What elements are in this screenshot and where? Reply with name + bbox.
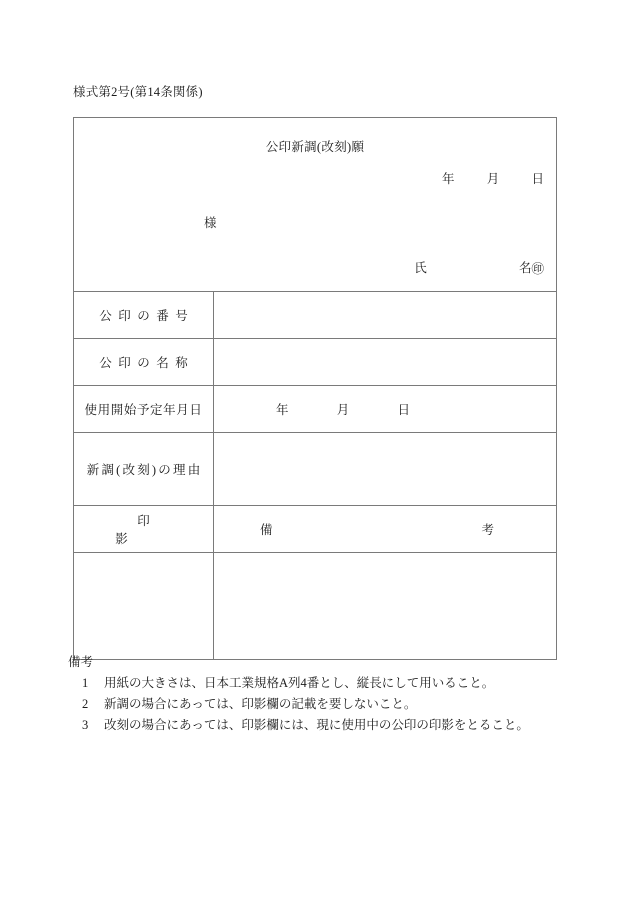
official-seal-request-form bbox=[73, 117, 557, 660]
table-row-reason bbox=[74, 433, 557, 506]
column-header-text: 印影 bbox=[115, 514, 194, 546]
addressee-honorific: 様 bbox=[204, 216, 217, 230]
note-text: 用紙の大きさは、日本工業規格A列4番とし、縦長にして用いること。 bbox=[104, 676, 495, 690]
row-label-text: 公印の番号 bbox=[99, 309, 195, 323]
note-item bbox=[82, 694, 588, 715]
row-value-reason[interactable] bbox=[214, 433, 557, 506]
table-row-impression-remarks-header bbox=[74, 506, 557, 553]
notes-title: 備考 bbox=[68, 655, 94, 669]
note-number: 1 bbox=[82, 676, 89, 690]
header-date-year: 年 bbox=[441, 172, 455, 186]
row-value-start-date[interactable] bbox=[214, 386, 557, 433]
table-row-start-date bbox=[74, 386, 557, 433]
impression-entry-cell[interactable] bbox=[74, 553, 214, 660]
row-label-text: 新調(改刻)の理由 bbox=[86, 463, 203, 477]
form-number-label: 様式第2号(第14条関係) bbox=[73, 85, 203, 99]
footer-notes bbox=[68, 652, 588, 736]
column-header-remarks-right: 考 bbox=[481, 523, 494, 537]
form-title: 公印新調(改刻)願 bbox=[265, 140, 365, 154]
start-date-month: 月 bbox=[336, 403, 350, 417]
start-date-line bbox=[214, 400, 556, 418]
table-row-seal-number bbox=[74, 292, 557, 339]
name-label-surname: 氏 bbox=[414, 261, 427, 275]
note-number: 2 bbox=[82, 697, 89, 711]
form-header-cell bbox=[74, 118, 557, 292]
column-header-remarks-left: 備 bbox=[260, 523, 273, 537]
name-label-given: 名 bbox=[518, 261, 532, 275]
header-date-day: 日 bbox=[531, 172, 544, 186]
row-label-start-date bbox=[74, 386, 214, 433]
header-date-line bbox=[442, 169, 544, 187]
table-row-impression-remarks-entry bbox=[74, 553, 557, 660]
note-text: 改刻の場合にあっては、印影欄には、現に使用中の公印の印影をとること。 bbox=[104, 718, 529, 732]
column-header-remarks bbox=[214, 506, 557, 553]
row-value-seal-number[interactable] bbox=[214, 292, 557, 339]
column-header-impression bbox=[74, 506, 214, 553]
header-date-month: 月 bbox=[486, 172, 500, 186]
note-number: 3 bbox=[82, 718, 89, 732]
row-label-text: 使用開始予定年月日 bbox=[84, 403, 203, 417]
note-text: 新調の場合にあっては、印影欄の記載を要しないこと。 bbox=[104, 697, 417, 711]
table-row-seal-name bbox=[74, 339, 557, 386]
row-label-reason bbox=[74, 433, 214, 506]
applicant-name-line bbox=[414, 258, 544, 276]
note-item bbox=[82, 715, 588, 736]
row-value-seal-name[interactable] bbox=[214, 339, 557, 386]
note-item bbox=[82, 673, 588, 694]
row-label-text: 公印の名称 bbox=[99, 356, 195, 370]
start-date-day: 日 bbox=[397, 403, 411, 417]
remarks-entry-cell[interactable] bbox=[214, 553, 557, 660]
row-label-seal-number bbox=[74, 292, 214, 339]
form-header-row bbox=[74, 118, 557, 292]
seal-stamp-icon: ㊞ bbox=[531, 261, 544, 276]
start-date-year: 年 bbox=[276, 403, 289, 417]
row-label-seal-name bbox=[74, 339, 214, 386]
